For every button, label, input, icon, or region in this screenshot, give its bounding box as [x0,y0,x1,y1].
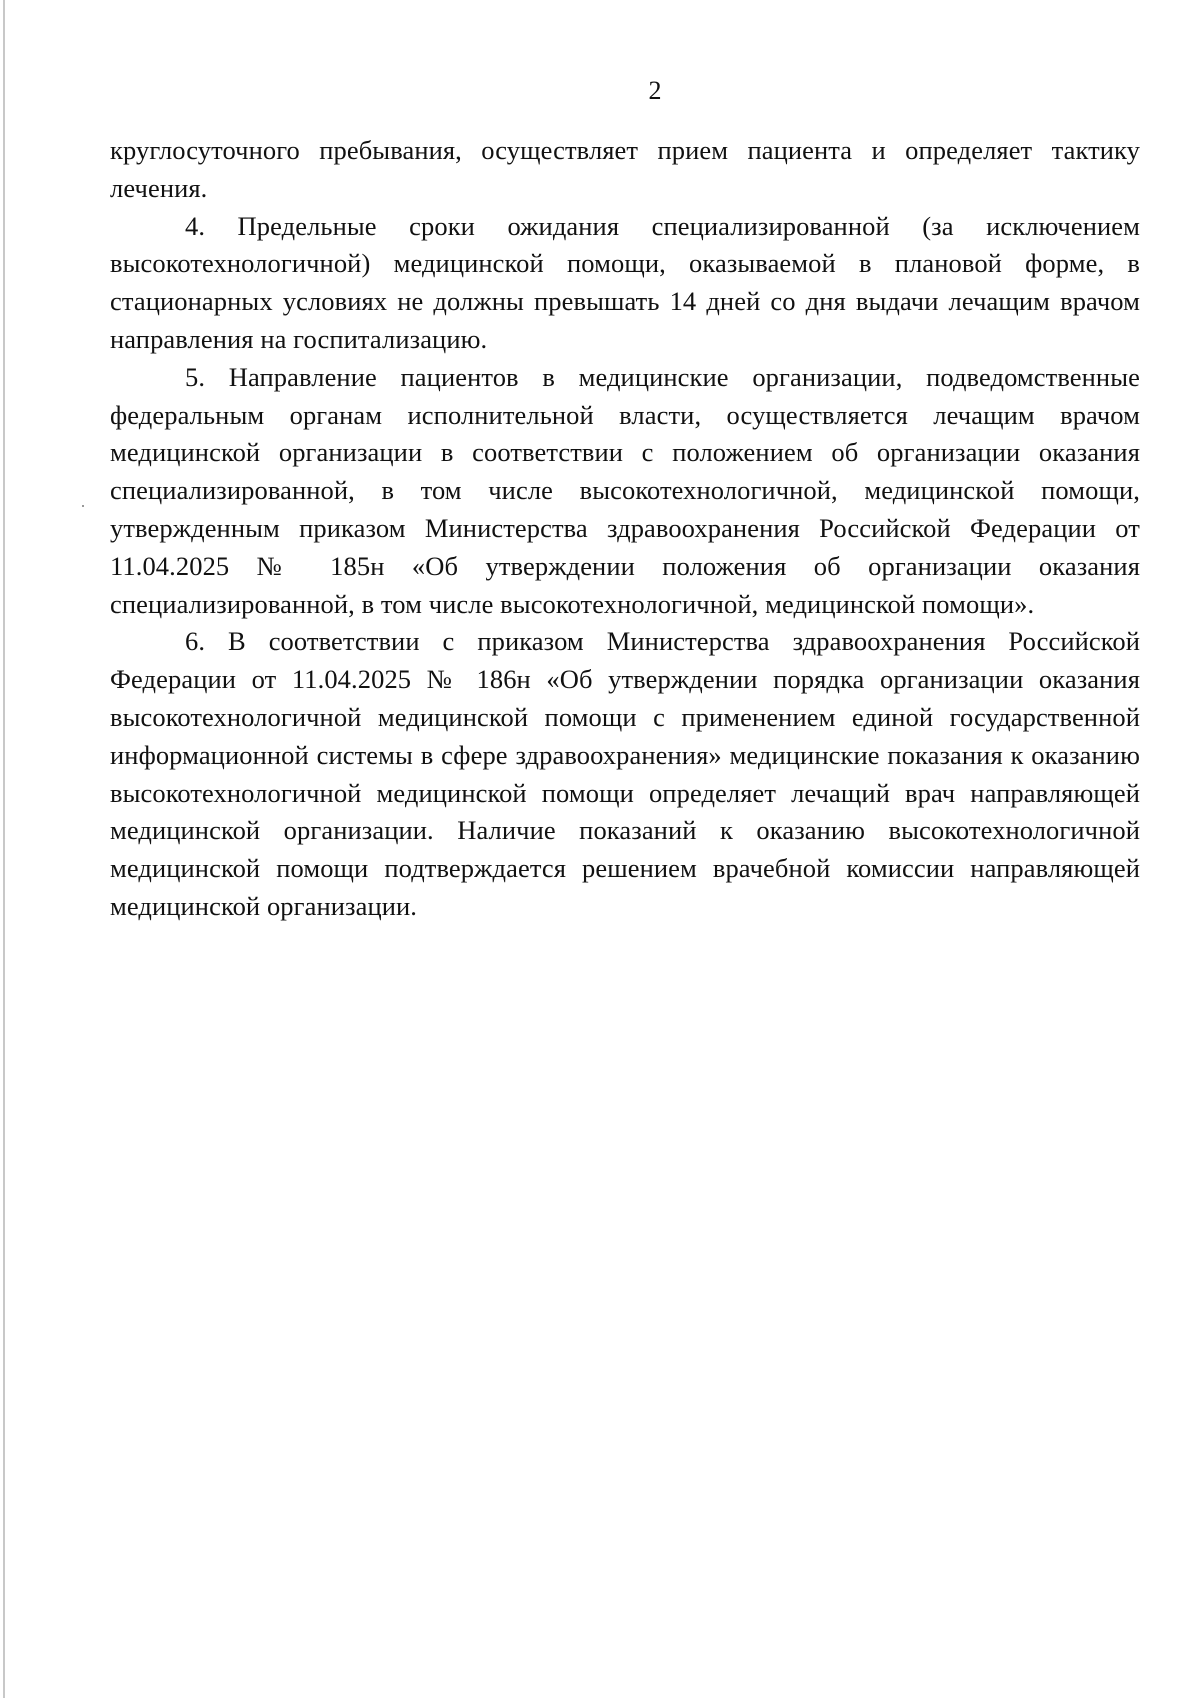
paragraph-item-5: 5. Направление пациентов в медицинские организации, подведомственные федеральным органам исполнительной власти, осуществляется лечащим врачом медицинской организации в соответствии с положением об организации оказания специализированной, в том числе высокотехнологичной, медицинской помощи, утвержденным приказом Министерства здравоохранения Российской Федерации от 11.04.2025 № 185н «Об утверждении положения об организации оказания специализированной, в том числе высокотехнологичной, медицинской помощи». [110,361,1140,619]
paragraph-item-6: 6. В соответствии с приказом Министерства здравоохранения Российской Федерации от 11.04.2025 № 186н «Об утверждении порядка организации оказания высокотехнологичной медицинской помощи с применением единой государственной информационной системы в сфере здравоохранения» медицинские показания к оказанию высокотехнологичной медицинской помощи определяет лечащий врач направляющей медицинской организации. Наличие показаний к оказанию высокотехнологичной медицинской помощи подтверждается решением врачебной комиссии направляющей медицинской организации. [110,626,1140,921]
document-body [110,132,1140,926]
paragraph-item-4: 4. Предельные сроки ожидания специализированной (за исключением высокотехнологичной) медицинской помощи, оказываемой в плановой форме, в стационарных условиях не должны превышать 14 дней со дня выдачи лечащим врачом направления на госпитализацию. [110,210,1140,354]
scan-speck [82,505,84,507]
paragraph-continuation: круглосуточного пребывания, осуществляет прием пациента и определяет тактику лечения. [110,135,1140,203]
page-number: 2 [648,76,662,105]
scan-edge-line [3,0,5,1698]
